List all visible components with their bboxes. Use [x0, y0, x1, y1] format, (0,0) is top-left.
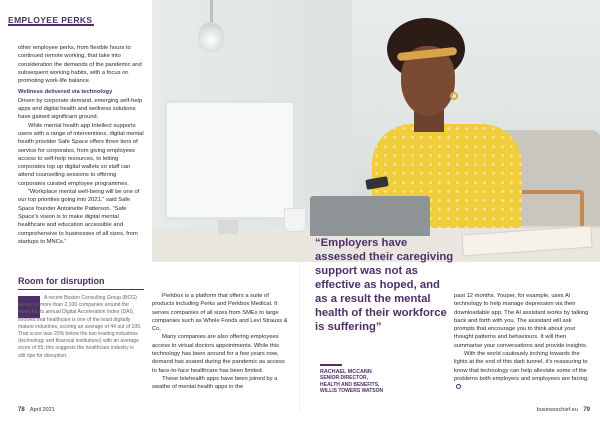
photo-cup — [284, 208, 306, 232]
middle-column — [152, 292, 290, 392]
left-column — [18, 44, 144, 246]
attribution-role: SENIOR DIRECTOR, — [320, 375, 368, 382]
pull-quote-rule — [320, 364, 342, 366]
sidebar-heading: Room for disruption — [18, 276, 105, 286]
middle-paragraph: These telehealth apps have been joined by a swathe of mental health apps in the — [152, 375, 278, 391]
site-url[interactable]: businesschief.eu — [536, 407, 578, 413]
left-paragraph: Driven by corporate demand, emerging self-help apps and digital health and wellness solutions have gained significant ground. — [18, 97, 143, 121]
left-subheading: Wellness delivered via technology — [18, 89, 113, 96]
issue-date: April 2021 — [29, 407, 55, 413]
middle-paragraph: Perkbox is a platform that offers a suite of products including Perks and Perkbox Medical. It serves companies of all sizes from SMEs to large companies such as Whole Foods and Levi Strauss & Co. — [152, 293, 288, 333]
sidebar-body — [18, 295, 142, 360]
photo-lamp — [198, 22, 224, 52]
footer-right — [537, 407, 590, 413]
right-paragraph-text: With the world cautiously inching towards the lights at the end of this dark tunnel, it’s reassuring to know that technology can help alleviate some of the problems both employers and employees are facing. — [454, 351, 589, 382]
left-paragraph: While mental health app Intellect supports users with a range of interventions, digital mental health provider Safe Space offers three tiers of service for corporates, from giving employees access to self-help resources, to letting corporates top up digital wallets so staff can attend counselling sessions to offering corporates curated employee programmes. — [18, 122, 144, 187]
left-paragraph: “Workplace mental well-being will be one of our top priorities going into 2021,” said Safe Space founder Antoinette Patterson. “Safe Space’s vision is to make digital mental healthcare and education accessible and comprehensive to businesses of all sizes, from startups to MNCs.” — [18, 189, 140, 245]
photo-earring — [450, 92, 458, 100]
sidebar-paragraph: A recent Boston Consulting Group (BCG) survey of more than 2,100 companies around the world for its annual Digital Acceleration Index (DAI), showed that healthcare is one of the least digitally mature industries, scoring an average of 44 out of 100. That score was 20% below the two leading industries (technology and financial institutions) with an average score of 55; this suggests the healthcare industry is still ripe for disruption. — [18, 295, 142, 359]
page-gutter — [299, 262, 300, 412]
sidebar-rule — [18, 289, 144, 290]
right-paragraph — [454, 350, 594, 391]
photo-monitor — [164, 100, 296, 220]
page-number-left: 78 — [18, 407, 25, 413]
attribution-name: RACHAEL MCCANN — [320, 369, 372, 375]
pull-quote-attribution — [320, 369, 440, 394]
right-column — [454, 292, 594, 392]
attribution-company: WILLIS TOWERS WATSON — [320, 387, 384, 394]
page-number-right: 79 — [583, 407, 590, 413]
section-label — [8, 10, 94, 26]
right-paragraph: past 12 months. Youper, for example, uses AI technology to help manage depression via their downloadable app. The AI assistant works by talking back and forth with you. The assistant will ask prompts that encourage you to think about your thought patterns and behaviours. It will then summarise your conversations and provide insights. — [454, 293, 589, 349]
photo-laptop — [310, 196, 430, 236]
pull-quote: “Employers have assessed their caregiving support was not as effective as hoped, and as a result the mental health of their workforce is suffering” — [315, 237, 454, 333]
middle-paragraph: Many companies are also offering employees access to virtual doctors appointments. While this technology has been around for a few years now, demand has soared during the pandemic as access to face-to-face healthcare has been limited. — [152, 334, 285, 374]
attribution-role: HEALTH AND BENEFITS, — [320, 381, 380, 388]
left-paragraph: other employee perks, from flexible hours to continued remote working, that take into consideration the demands of the pandemic and subsequent working habits, with a focus on promoting work-life balance. — [18, 45, 142, 85]
section-label-text: EMPLOYEE PERKS — [8, 15, 93, 25]
hero-photo — [152, 0, 600, 262]
end-mark-icon — [456, 384, 461, 389]
footer-left — [18, 407, 55, 413]
photo-monitor-stand — [218, 220, 238, 234]
photo-lamp-arm — [210, 0, 213, 24]
